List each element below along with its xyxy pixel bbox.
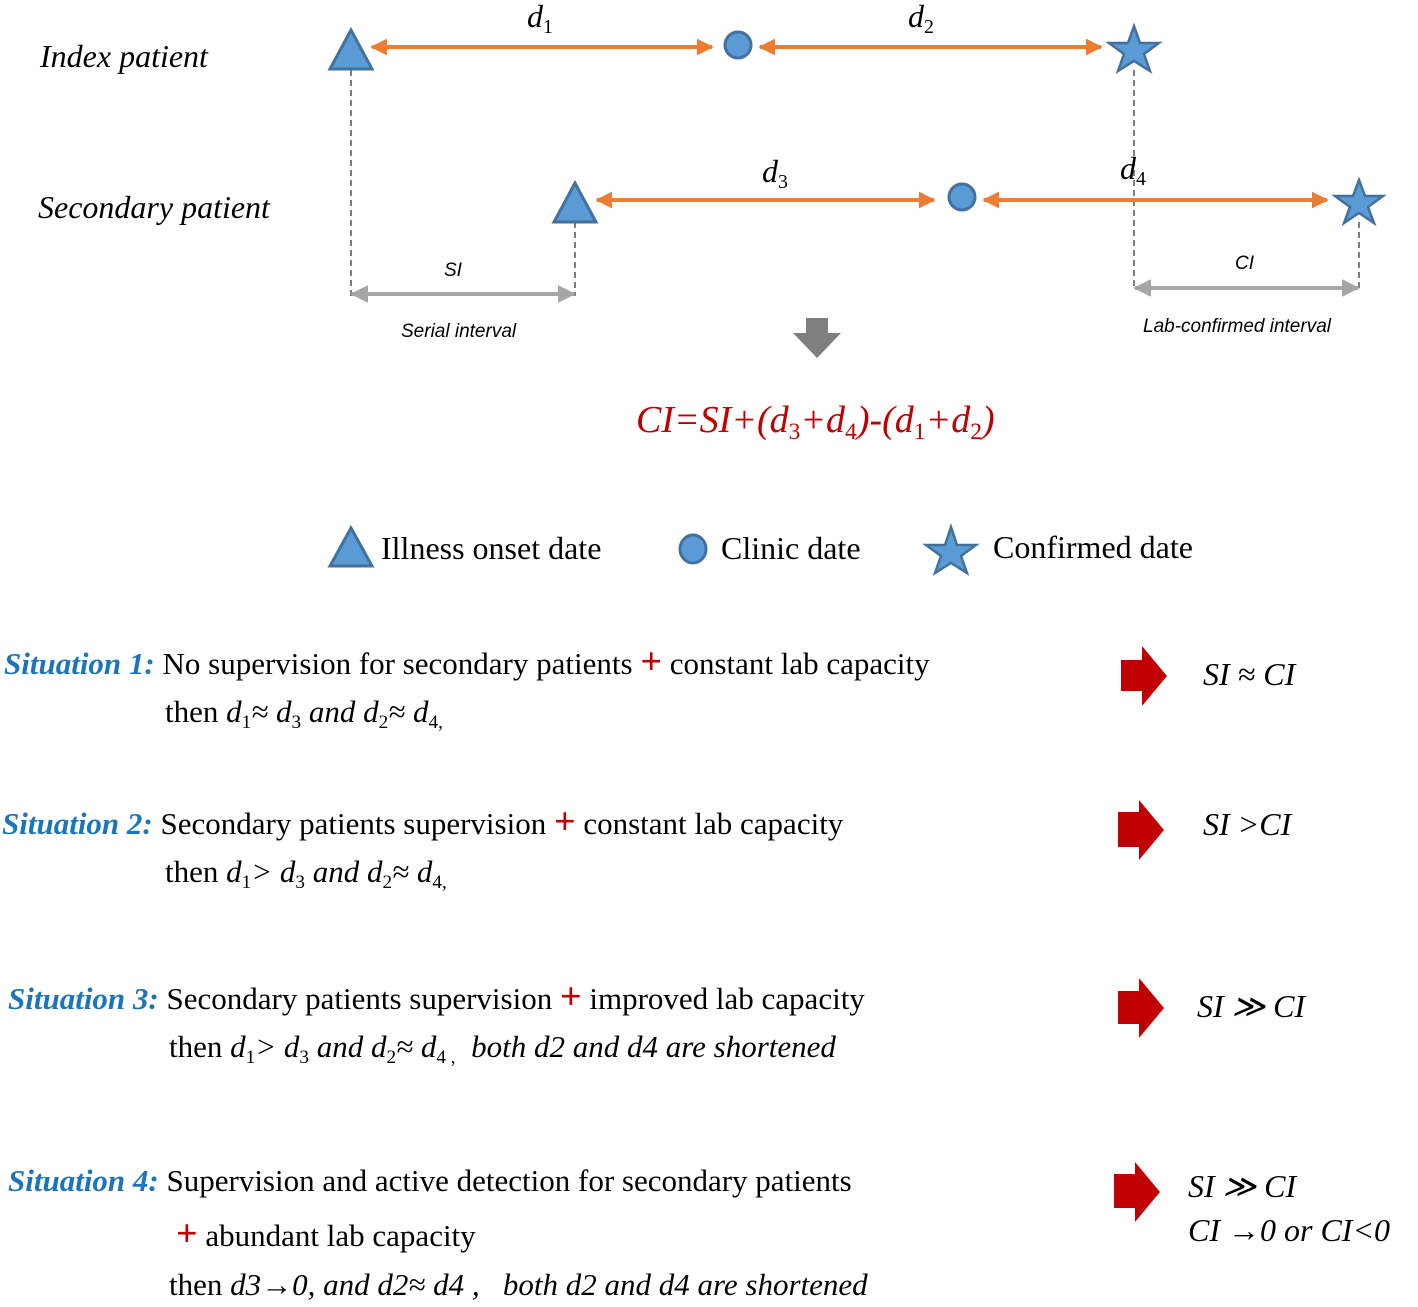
situation-3-extra: both d2 and d4 are shortened	[471, 1029, 836, 1064]
star-icon	[926, 527, 976, 573]
si-caption: Serial interval	[401, 321, 517, 342]
result-arrow-icon	[1118, 800, 1164, 860]
situation-1-line1: Situation 1: No supervision for secondary patients + constant lab capacity	[4, 641, 930, 683]
ci-abbr: CI	[1235, 253, 1254, 274]
situation-2-result: SI >CI	[1203, 806, 1292, 842]
situation-1-title: Situation 1:	[4, 646, 155, 681]
result-arrow-icon	[1114, 1162, 1160, 1222]
legend-confirmed-date: Confirmed date	[993, 529, 1193, 565]
si-abbr: SI	[444, 260, 462, 281]
circle-icon	[949, 184, 975, 210]
circle-icon	[680, 535, 706, 563]
situation-2-line1: Situation 2: Secondary patients supervision + constant lab capacity	[2, 801, 844, 843]
d2-label: $d_2$	[908, 0, 934, 38]
result-arrow-icon	[1121, 646, 1167, 706]
triangle-icon	[330, 30, 372, 69]
situation-4-title: Situation 4:	[8, 1163, 159, 1198]
secondary-patient-label: Secondary patient	[38, 189, 270, 225]
legend-clinic-date: Clinic date	[721, 530, 861, 566]
d4-label: $d_4$	[1120, 150, 1146, 190]
situation-4-condition: then d3→0, and d2≈ d4 , both d2 and d4 are shortened	[169, 1267, 868, 1302]
legend-illness-onset: Illness onset date	[381, 530, 602, 566]
situation-3-title: Situation 3:	[8, 981, 159, 1016]
ci-caption: Lab-confirmed interval	[1143, 316, 1331, 337]
situation-1-result: SI ≈ CI	[1203, 656, 1296, 692]
situation-4-line2: + abundant lab capacity	[176, 1213, 476, 1255]
situation-3-result: SI ≫ CI	[1197, 988, 1306, 1024]
situation-1-condition: then $d_1\approx d_3$ and $d_2\approx d_{4,}$	[165, 694, 443, 733]
situation-4-extra: both d2 and d4 are shortened	[502, 1267, 868, 1302]
ci-formula: $CI=SI+(d_3+d_4)-(d_1+d_2)$	[636, 399, 995, 446]
index-patient-label: Index patient	[40, 38, 208, 74]
triangle-icon	[554, 183, 596, 222]
triangle-icon	[330, 528, 372, 566]
result-arrow-icon	[1118, 978, 1164, 1038]
situation-3-condition: then $d_1> d_3$ and $d_2\approx d_4$ $_,$ both d2 and d4 are shortened	[169, 1029, 836, 1068]
situation-2-condition: then $d_1> d_3$ and $d_2\approx d_{4,}$	[165, 854, 447, 893]
d3-label: $d_3$	[762, 153, 788, 193]
situation-4-result-2: CI →0 or CI<0	[1188, 1212, 1391, 1248]
circle-icon	[725, 32, 751, 58]
star-icon	[1335, 180, 1383, 223]
situation-2-title: Situation 2:	[2, 806, 153, 841]
star-icon	[1109, 26, 1159, 71]
situation-4-result: SI ≫ CI	[1188, 1168, 1297, 1204]
situation-4-line1: Situation 4: Supervision and active detection for secondary patients	[8, 1163, 852, 1198]
d1-label: $d_1$	[527, 0, 553, 38]
situation-3-line1: Situation 3: Secondary patients supervision + improved lab capacity	[8, 976, 865, 1018]
down-arrow-icon	[793, 318, 841, 358]
